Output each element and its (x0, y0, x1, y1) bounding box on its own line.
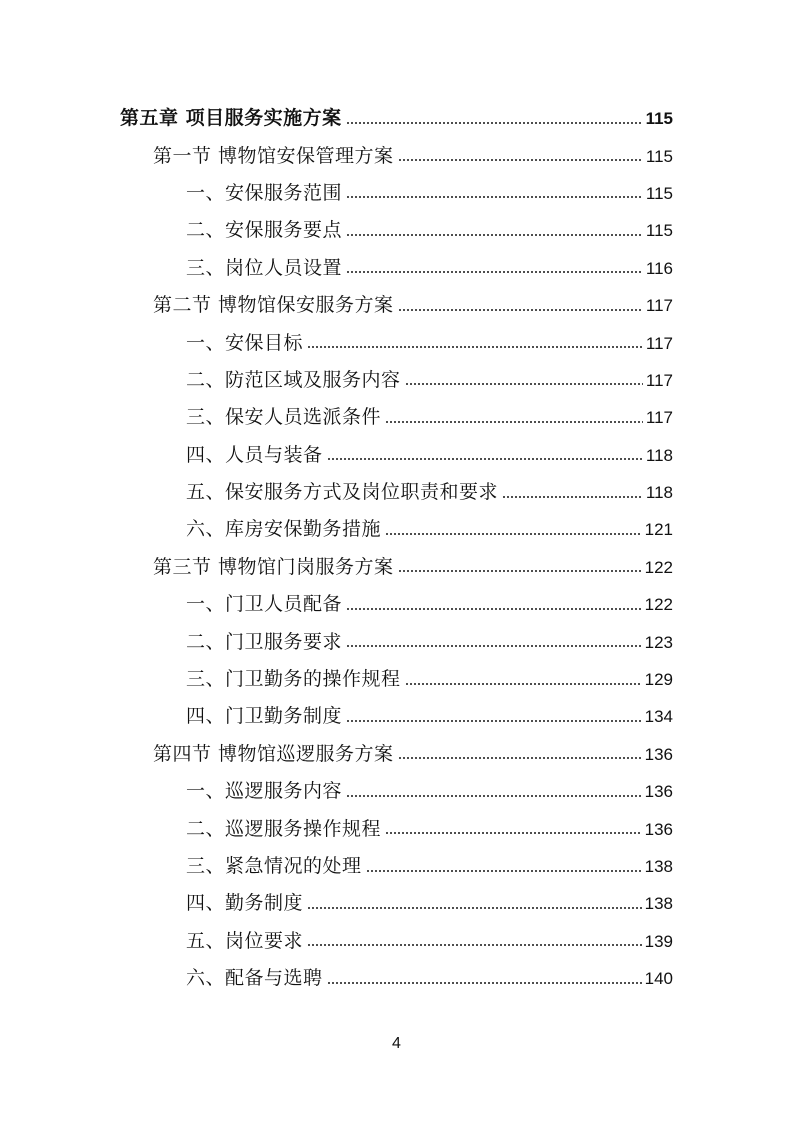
dot-leader (405, 683, 642, 685)
toc-entry-item[interactable] (0, 474, 793, 511)
toc-entry-item[interactable] (0, 661, 793, 698)
toc-entry-page: 140 (644, 969, 673, 989)
toc-entry-page: 138 (644, 894, 673, 914)
dot-leader (327, 458, 643, 460)
toc-entry-section[interactable] (0, 137, 793, 174)
toc-entry-page: 129 (644, 670, 673, 690)
toc-entry-label: 六、库房安保勤务措施 (186, 518, 382, 541)
toc-entry-page: 118 (645, 483, 673, 503)
toc-entry-label: 第四节 博物馆巡逻服务方案 (153, 742, 394, 765)
toc-entry-page: 117 (645, 408, 673, 428)
toc-entry-page: 115 (645, 109, 673, 129)
toc-entry-item[interactable] (0, 250, 793, 287)
toc-entry-page: 115 (645, 146, 673, 166)
dot-leader (398, 570, 642, 572)
toc-entry-label: 三、岗位人员设置 (186, 256, 343, 279)
toc-entry-label: 一、门卫人员配备 (186, 593, 343, 616)
toc-entry-page: 117 (645, 296, 673, 316)
dot-leader (385, 421, 643, 423)
toc-entry-label: 一、安保目标 (186, 331, 304, 354)
toc-entry-label: 三、紧急情况的处理 (186, 855, 362, 877)
toc-entry-label: 一、安保服务范围 (186, 181, 343, 204)
toc-entry-item[interactable] (0, 960, 793, 997)
dot-leader (346, 795, 642, 797)
dot-leader (346, 645, 642, 647)
toc-entry-page: 117 (645, 370, 673, 390)
toc-entry-item[interactable] (0, 511, 793, 548)
dot-leader (346, 196, 643, 198)
table-of-contents (0, 100, 793, 997)
dot-leader (327, 982, 642, 984)
toc-entry-chapter[interactable] (0, 100, 793, 137)
dot-leader (346, 608, 642, 610)
toc-entry-item[interactable] (0, 773, 793, 810)
dot-leader (346, 271, 643, 273)
toc-entry-page: 116 (645, 258, 673, 278)
toc-entry-page: 115 (645, 221, 673, 241)
toc-entry-item[interactable] (0, 810, 793, 847)
dot-leader (307, 346, 643, 348)
toc-entry-label: 三、保安人员选派条件 (186, 406, 382, 429)
toc-entry-item[interactable] (0, 399, 793, 436)
toc-entry-label: 第一节 博物馆安保管理方案 (153, 144, 394, 167)
toc-entry-page: 118 (645, 445, 673, 465)
toc-entry-page: 115 (645, 183, 673, 203)
toc-entry-label: 五、保安服务方式及岗位职责和要求 (186, 481, 499, 504)
dot-leader (398, 757, 642, 759)
toc-entry-page: 122 (644, 557, 673, 577)
toc-entry-item[interactable] (0, 923, 793, 960)
toc-entry-label: 二、防范区域及服务内容 (186, 368, 401, 391)
dot-leader (346, 720, 642, 722)
toc-entry-item[interactable] (0, 324, 793, 361)
toc-entry-label: 六、配备与选聘 (186, 967, 323, 990)
dot-leader (405, 383, 643, 385)
toc-entry-page: 122 (644, 595, 673, 615)
toc-entry-page: 138 (644, 857, 673, 876)
toc-entry-item[interactable] (0, 586, 793, 623)
toc-entry-item[interactable] (0, 212, 793, 249)
toc-entry-label: 第二节 博物馆保安服务方案 (153, 294, 394, 317)
toc-entry-item[interactable] (0, 698, 793, 735)
dot-leader (385, 533, 642, 535)
toc-entry-page: 136 (644, 744, 673, 764)
dot-leader (502, 496, 643, 498)
toc-entry-page: 136 (644, 782, 673, 802)
toc-entry-label: 三、门卫勤务的操作规程 (186, 668, 401, 691)
toc-entry-label: 第三节 博物馆门岗服务方案 (153, 555, 394, 578)
toc-entry-page: 117 (645, 333, 673, 353)
toc-entry-item[interactable] (0, 848, 793, 885)
toc-entry-item[interactable] (0, 175, 793, 212)
toc-entry-label: 二、安保服务要点 (186, 219, 343, 242)
toc-entry-label: 四、勤务制度 (186, 892, 304, 915)
toc-entry-section[interactable] (0, 287, 793, 324)
toc-entry-page: 134 (644, 707, 673, 727)
dot-leader (398, 309, 643, 311)
dot-leader (346, 234, 643, 236)
toc-entry-item[interactable] (0, 362, 793, 399)
toc-entry-label: 五、岗位要求 (186, 929, 304, 952)
toc-entry-page: 123 (644, 632, 673, 652)
toc-entry-label: 一、巡逻服务内容 (186, 780, 343, 803)
toc-entry-item[interactable] (0, 623, 793, 660)
toc-entry-label: 二、门卫服务要求 (186, 630, 343, 653)
toc-entry-page: 136 (644, 819, 673, 839)
dot-leader (398, 159, 643, 161)
toc-entry-page: 121 (644, 520, 673, 540)
dot-leader (307, 944, 642, 946)
toc-entry-item[interactable] (0, 885, 793, 922)
toc-entry-label: 二、巡逻服务操作规程 (186, 817, 382, 840)
toc-entry-label: 第五章 项目服务实施方案 (120, 107, 342, 130)
dot-leader (385, 832, 642, 834)
dot-leader (307, 907, 642, 909)
dot-leader (346, 122, 643, 124)
dot-leader (366, 870, 642, 872)
toc-entry-item[interactable] (0, 437, 793, 474)
toc-entry-label: 四、门卫勤务制度 (186, 705, 343, 728)
toc-entry-section[interactable] (0, 549, 793, 586)
toc-entry-page: 139 (644, 931, 673, 951)
toc-entry-section[interactable] (0, 736, 793, 773)
page-number: 4 (392, 1035, 401, 1052)
toc-entry-label: 四、人员与装备 (186, 443, 323, 466)
